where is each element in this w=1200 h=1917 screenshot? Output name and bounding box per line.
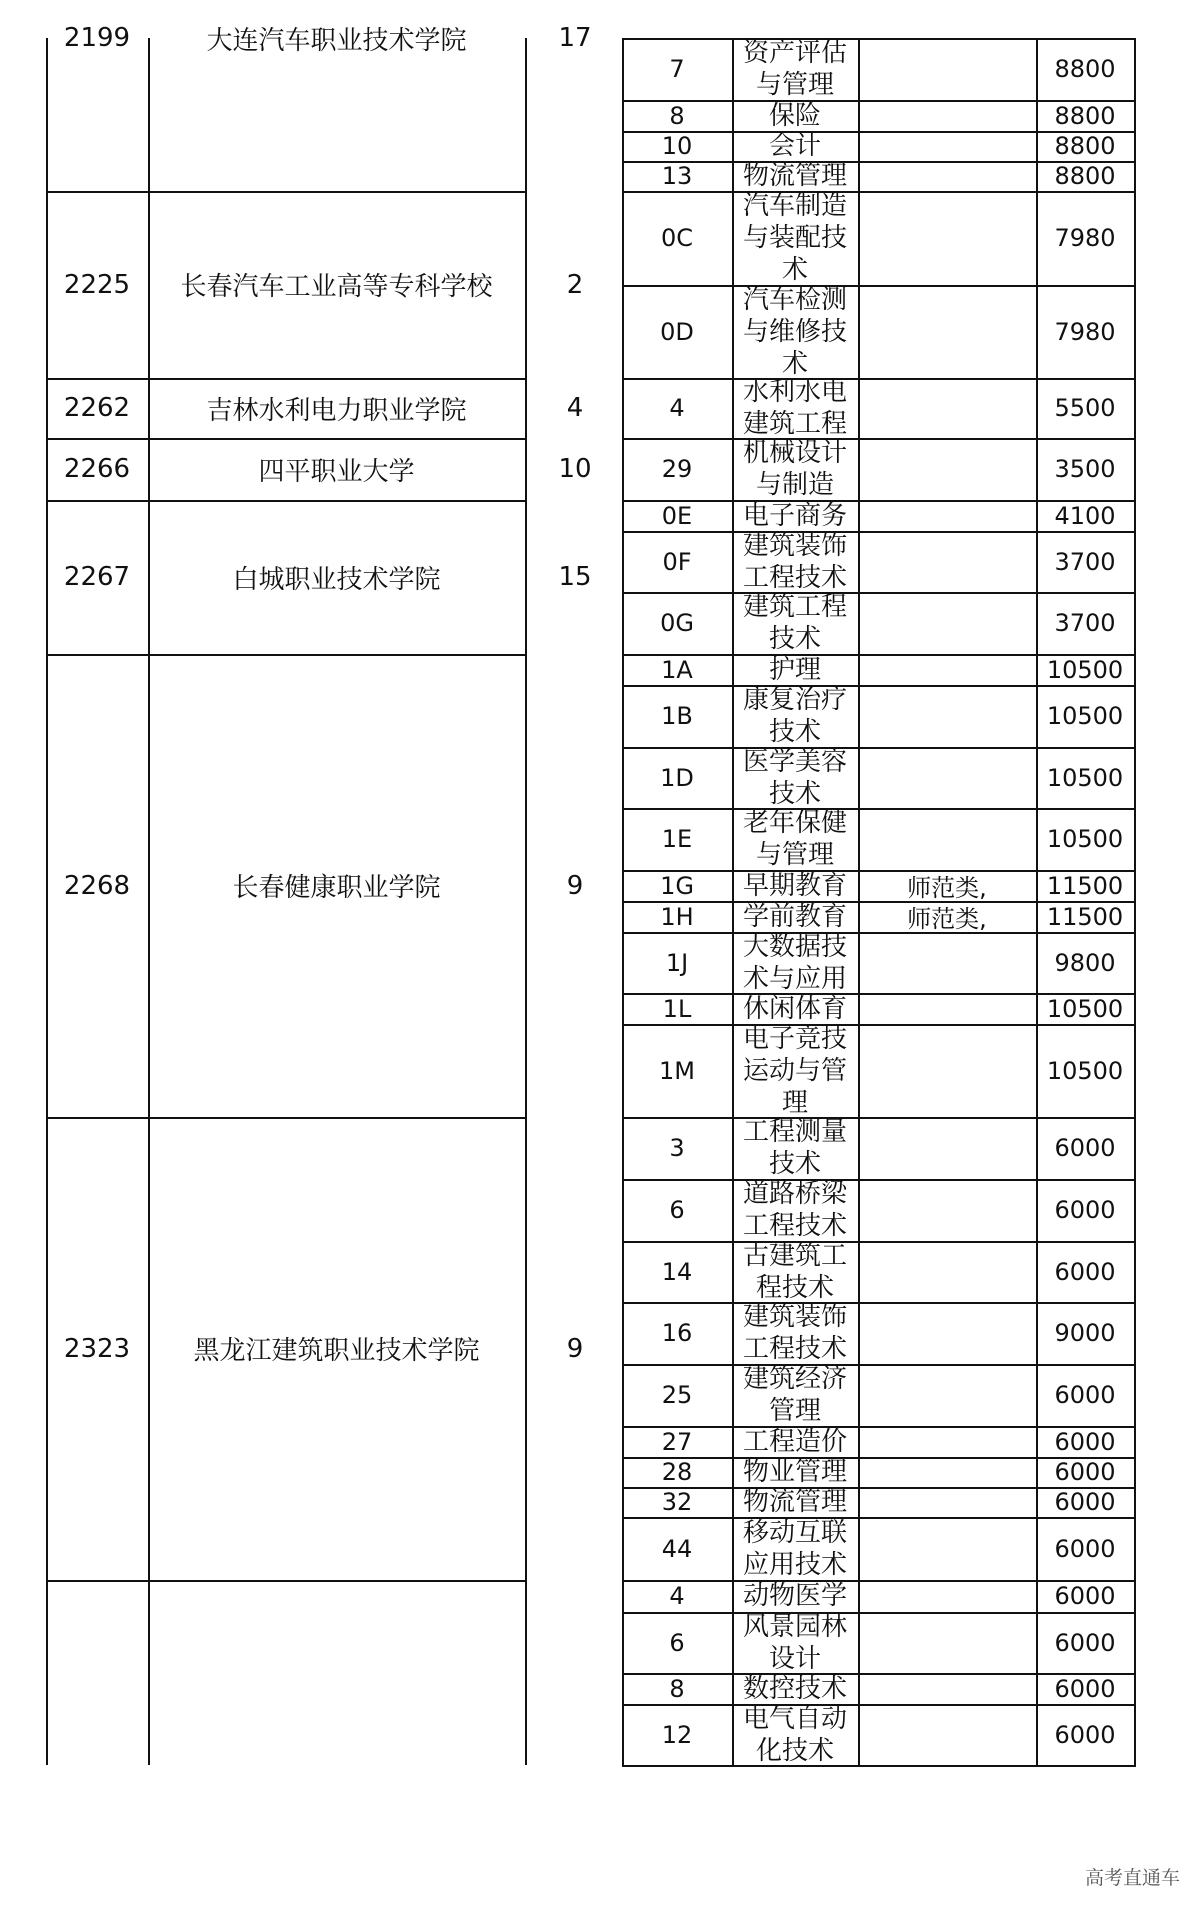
major-name: 学前教育	[742, 901, 847, 932]
major-code: 7	[669, 55, 685, 83]
major-note	[858, 500, 1036, 531]
school-name: 大连汽车职业技术学院	[206, 25, 467, 56]
tuition-fee: 8800	[1054, 132, 1116, 160]
major-note	[858, 285, 1036, 378]
school-name: 四平职业大学	[258, 456, 415, 487]
tuition-fee: 6000	[1054, 1674, 1116, 1703]
tuition-fee: 6000	[1054, 1628, 1116, 1657]
major-name: 移动互联应用技术	[742, 1517, 847, 1580]
school-name: 长春汽车工业高等专科学校	[180, 272, 493, 302]
school-code: 2268	[63, 870, 131, 901]
major-name: 道路桥梁工程技术	[742, 1179, 847, 1241]
major-name: 保险	[768, 100, 821, 131]
major-name: 物业管理	[742, 1457, 847, 1487]
tuition-fee: 6000	[1054, 1427, 1116, 1456]
tuition-fee: 6000	[1054, 1458, 1116, 1486]
major-name: 老年保健与管理	[742, 808, 847, 870]
school-name: 白城职业技术学院	[232, 564, 441, 595]
major-name: 建筑装饰工程技术	[742, 1302, 847, 1364]
major-name: 工程造价	[742, 1426, 847, 1457]
major-note	[858, 808, 1036, 870]
major-note	[858, 747, 1036, 808]
major-name: 建筑经济管理	[742, 1364, 847, 1426]
major-note	[858, 161, 1036, 191]
major-note	[858, 1179, 1036, 1241]
major-note	[858, 932, 1036, 993]
major-note	[858, 1364, 1036, 1426]
tuition-fee: 10500	[1046, 1056, 1124, 1085]
plan-count: 4	[566, 393, 584, 423]
major-code: 32	[661, 1488, 693, 1516]
major-code: 8	[669, 1674, 685, 1703]
major-note	[858, 1241, 1036, 1302]
tuition-fee: 11500	[1046, 871, 1124, 900]
major-code: 4	[669, 394, 685, 422]
major-code: 27	[661, 1427, 693, 1456]
tuition-fee: 9800	[1054, 948, 1116, 977]
major-name: 护理	[768, 654, 821, 685]
plan-count: 9	[566, 870, 584, 901]
major-note	[858, 685, 1036, 747]
major-name: 资产评估与管理	[742, 38, 847, 100]
school-name: 长春健康职业学院	[232, 873, 441, 903]
major-note	[858, 654, 1036, 685]
major-note	[858, 1117, 1036, 1179]
major-note: 师范类,	[907, 874, 987, 902]
left-table-hline	[46, 1580, 525, 1582]
major-name: 水利水电建筑工程	[742, 378, 847, 438]
major-name: 机械设计与制造	[742, 438, 847, 500]
major-name: 古建筑工程技术	[742, 1241, 847, 1302]
major-note	[858, 1580, 1036, 1612]
tuition-fee: 11500	[1046, 902, 1124, 931]
major-code: 10	[661, 132, 693, 160]
major-note	[858, 1457, 1036, 1487]
major-code: 1E	[661, 825, 693, 853]
major-name: 风景园林设计	[742, 1612, 847, 1673]
tuition-fee: 10500	[1046, 994, 1124, 1023]
tuition-fee: 8800	[1054, 101, 1116, 130]
major-name: 汽车检测与维修技术	[742, 285, 847, 378]
major-code: 1G	[660, 871, 694, 900]
school-name: 吉林水利电力职业学院	[206, 395, 467, 426]
major-code: 1A	[661, 655, 693, 684]
major-note	[858, 1024, 1036, 1117]
tuition-fee: 7980	[1054, 317, 1116, 346]
major-name: 物流管理	[742, 1487, 847, 1517]
major-name: 汽车制造与装配技术	[742, 191, 847, 285]
major-name: 建筑工程技术	[742, 592, 847, 654]
major-code: 0G	[660, 609, 694, 637]
major-code: 3	[669, 1134, 685, 1162]
major-code: 1B	[661, 702, 693, 730]
major-name: 建筑装饰工程技术	[742, 531, 847, 592]
major-note	[858, 1673, 1036, 1704]
major-code: 13	[661, 162, 693, 190]
right-table-hline	[622, 1765, 1136, 1767]
plan-count: 10	[558, 454, 592, 484]
major-note: 师范类,	[907, 905, 987, 933]
tuition-fee: 6000	[1054, 1257, 1116, 1286]
major-name: 电子商务	[742, 500, 847, 531]
major-note	[858, 1517, 1036, 1580]
tuition-fee: 5500	[1054, 394, 1116, 422]
major-note	[858, 378, 1036, 438]
tuition-fee: 10500	[1046, 825, 1124, 853]
major-name: 康复治疗技术	[742, 685, 847, 747]
major-note	[858, 531, 1036, 592]
school-code: 2225	[63, 269, 131, 300]
major-code: 0E	[661, 501, 693, 530]
major-name: 物流管理	[742, 161, 847, 191]
major-code: 25	[661, 1381, 693, 1409]
tuition-fee: 9000	[1054, 1319, 1116, 1347]
major-note	[858, 1302, 1036, 1364]
tuition-fee: 8800	[1054, 55, 1116, 83]
major-code: 1J	[665, 948, 689, 977]
major-code: 16	[661, 1319, 693, 1347]
major-note	[858, 1487, 1036, 1517]
tuition-fee: 6000	[1054, 1134, 1116, 1162]
major-note	[858, 100, 1036, 131]
tuition-fee: 8800	[1054, 162, 1116, 190]
major-code: 8	[669, 101, 685, 130]
major-note	[858, 592, 1036, 654]
tuition-fee: 6000	[1054, 1534, 1116, 1563]
watermark: 高考直通车	[1084, 1867, 1180, 1889]
tuition-fee: 7980	[1054, 224, 1116, 252]
major-note	[858, 191, 1036, 285]
school-code: 2267	[63, 562, 131, 592]
major-code: 6	[669, 1628, 685, 1657]
major-code: 1L	[662, 994, 692, 1023]
major-code: 0F	[662, 547, 692, 576]
major-code: 28	[661, 1458, 693, 1486]
major-name: 大数据技术与应用	[742, 932, 847, 993]
tuition-fee: 3700	[1054, 547, 1116, 576]
tuition-fee: 3500	[1054, 455, 1116, 483]
tuition-fee: 6000	[1054, 1196, 1116, 1224]
tuition-fee: 6000	[1054, 1720, 1116, 1749]
major-code: 44	[661, 1534, 693, 1563]
major-code: 29	[661, 455, 693, 483]
plan-count: 17	[558, 23, 592, 53]
major-note	[858, 131, 1036, 161]
major-code: 6	[669, 1196, 685, 1224]
major-code: 14	[661, 1257, 693, 1286]
major-code: 1D	[660, 763, 694, 792]
major-note	[858, 438, 1036, 500]
tuition-fee: 10500	[1046, 763, 1124, 792]
tuition-fee: 10500	[1046, 655, 1124, 684]
school-code: 2262	[63, 393, 131, 423]
tuition-fee: 4100	[1054, 501, 1116, 530]
tuition-fee: 6000	[1054, 1381, 1116, 1409]
major-name: 数控技术	[742, 1673, 847, 1704]
major-name: 电子竞技运动与管理	[742, 1024, 847, 1117]
tuition-fee: 3700	[1054, 609, 1116, 637]
major-name: 早期教育	[742, 870, 847, 901]
major-code: 1M	[659, 1056, 695, 1085]
major-name: 会计	[768, 131, 821, 161]
major-note	[858, 1426, 1036, 1457]
school-code: 2199	[63, 23, 131, 53]
plan-count: 15	[558, 562, 592, 592]
tuition-fee: 6000	[1054, 1488, 1116, 1516]
major-code: 1H	[660, 902, 694, 931]
major-code: 12	[661, 1720, 693, 1749]
major-note	[858, 1612, 1036, 1673]
school-code: 2323	[63, 1333, 131, 1364]
major-name: 工程测量技术	[742, 1117, 847, 1179]
major-code: 0D	[660, 317, 694, 346]
major-name: 动物医学	[742, 1581, 847, 1611]
major-name: 电气自动化技术	[742, 1704, 847, 1765]
major-name: 医学美容技术	[742, 747, 847, 808]
major-note	[858, 38, 1036, 100]
tuition-fee: 6000	[1054, 1582, 1116, 1610]
plan-count: 2	[566, 269, 584, 300]
school-code: 2266	[63, 454, 131, 484]
major-code: 4	[669, 1582, 685, 1610]
major-note	[858, 993, 1036, 1024]
major-name: 休闲体育	[742, 993, 847, 1024]
plan-count: 9	[566, 1333, 584, 1364]
major-note	[858, 1704, 1036, 1765]
major-code: 0C	[660, 224, 694, 252]
school-name: 黑龙江建筑职业技术学院	[193, 1336, 480, 1366]
tuition-fee: 10500	[1046, 702, 1124, 730]
